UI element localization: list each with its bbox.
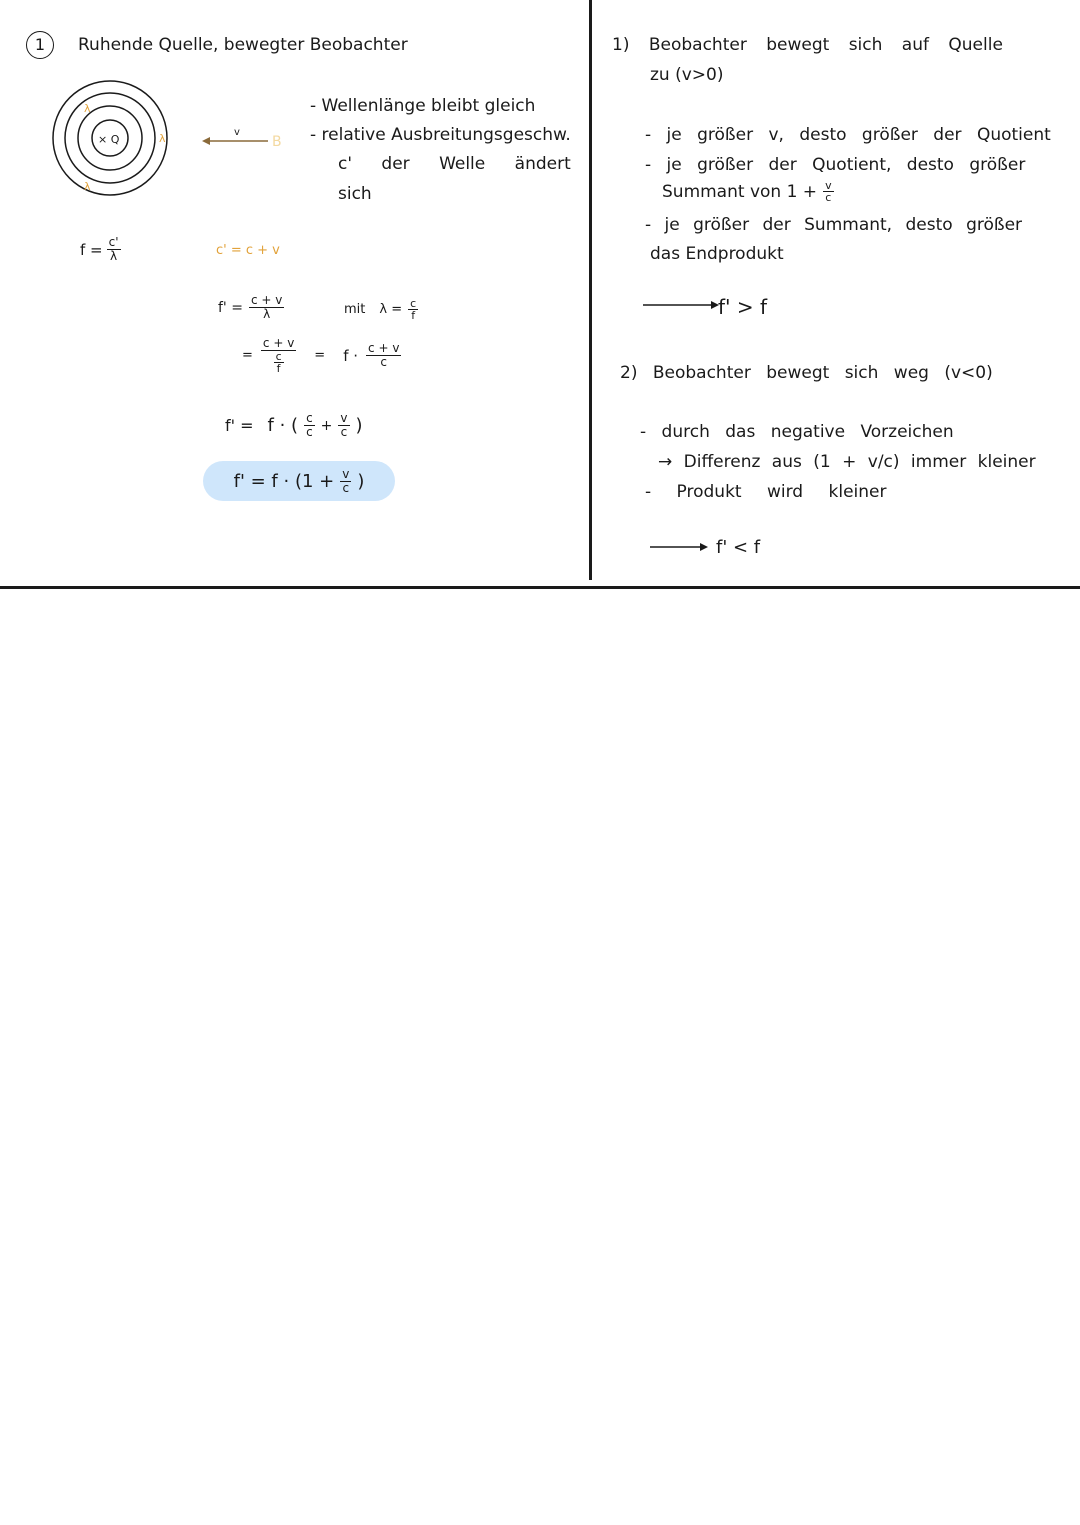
eq4-d1: c <box>306 425 313 439</box>
eq2-den: λ <box>263 307 271 321</box>
eq2-lhs: f' = <box>218 299 243 316</box>
eq4-frac1 <box>304 412 315 439</box>
eq2-lambda-lhs: λ = <box>379 302 403 317</box>
case1-arrow <box>643 299 723 311</box>
eq2-lambda-den: f <box>411 309 416 322</box>
section-title: Ruhende Quelle, bewegter Beobachter <box>78 35 408 55</box>
eq2-mit: mit <box>344 302 366 317</box>
eq4-frac2 <box>338 412 349 439</box>
case2-point-3: - Produkt wird kleiner <box>645 482 887 502</box>
wavefront-label-1: λ <box>84 102 91 115</box>
section-number <box>26 31 54 59</box>
eq2-fraction <box>249 294 284 321</box>
eq4-n1: c <box>306 411 313 425</box>
eq3-den-fraction <box>274 351 284 374</box>
case2-arrow <box>650 541 712 553</box>
eq4-plus: + <box>320 417 333 434</box>
velocity-label: v <box>234 127 240 138</box>
eq2 <box>218 294 284 321</box>
eq2-num: c + v <box>250 293 283 307</box>
eq-f-den: λ <box>110 249 118 263</box>
section-number-text: 1 <box>34 35 46 54</box>
case1-fraction <box>823 180 834 203</box>
eq2-lambda <box>344 298 418 321</box>
case1-point-5: das Endprodukt <box>650 244 784 264</box>
eq4-f: f · ( <box>267 415 299 436</box>
horizontal-divider <box>0 586 1080 589</box>
eq3-frac2 <box>366 342 401 369</box>
note-line-2: - relative Ausbreitungsgeschw. <box>310 125 571 145</box>
source-mark: × Q <box>98 133 120 146</box>
case1-frac-den: c <box>825 191 832 204</box>
eq2-lambda-num: c <box>410 297 417 310</box>
eq3-den-num: c <box>275 350 282 363</box>
case1-point-3 <box>662 180 834 203</box>
case1-title: 1) Beobachter bewegt sich auf Quelle <box>612 35 1003 55</box>
eq3-den <box>272 351 286 374</box>
eq-f-num: c' <box>108 235 119 249</box>
eq3-frac-den: c <box>380 355 388 369</box>
case2-result: f' < f <box>716 537 761 558</box>
vertical-divider <box>589 0 592 580</box>
eq3-num: c + v <box>262 336 295 350</box>
note-line-1: - Wellenlänge bleibt gleich <box>310 96 536 116</box>
note-line-4: sich <box>338 184 372 204</box>
case2-point-2: → Differenz aus (1 + v/c) immer kleiner <box>658 452 1036 472</box>
eq5-fraction <box>340 468 351 495</box>
eq5-num: v <box>342 466 350 481</box>
eq3-eq: = <box>242 348 253 363</box>
case1-point-1: - je größer v, desto größer der Quotient <box>645 125 1051 145</box>
wavefront-label-3: λ <box>84 180 91 193</box>
eq3-den-den: f <box>276 362 281 375</box>
wavefront-label-2: λ <box>159 132 166 145</box>
eq3-frac-num: c + v <box>368 341 400 355</box>
eq3 <box>242 337 401 374</box>
note-line-3: c' der Welle ändert <box>338 154 571 174</box>
eq5-close: ) <box>357 470 365 492</box>
eq3-eq2: = <box>314 348 326 363</box>
eq-f-lhs: f = <box>80 240 103 259</box>
eq5-lhs: f' = f · (1 + <box>233 470 335 492</box>
eq4-close: ) <box>355 415 363 436</box>
eq3-fraction <box>261 337 296 374</box>
observer-label: B <box>272 134 282 150</box>
eq4-d2: c <box>340 425 348 439</box>
eq4 <box>225 412 363 439</box>
case1-result: f' > f <box>718 295 768 319</box>
case1-frac-num: v <box>825 179 832 192</box>
eq-c-prime: c' = c + v <box>216 243 280 258</box>
case1-point-3-text: Summant von 1 + <box>662 181 818 202</box>
eq4-n2: v <box>340 411 348 425</box>
result-box <box>203 461 395 501</box>
case1-point-2: - je größer der Quotient, desto größer <box>645 155 1026 175</box>
eq-f-fraction <box>107 236 121 263</box>
wave-diagram <box>40 78 340 218</box>
eq3-f: f · <box>343 346 359 365</box>
case1-sub: zu (v>0) <box>650 65 724 85</box>
eq5-den: c <box>342 480 350 495</box>
velocity-arrowhead <box>202 137 210 145</box>
eq2-lambda-fraction <box>408 298 418 321</box>
case2-title: 2) Beobachter bewegt sich weg (v<0) <box>620 363 993 383</box>
eq4-lhs: f' = <box>225 416 254 435</box>
case2-point-1: - durch das negative Vorzeichen <box>640 422 954 442</box>
eq-f <box>80 236 121 263</box>
case1-point-4: - je größer der Summant, desto größer <box>645 215 1023 235</box>
